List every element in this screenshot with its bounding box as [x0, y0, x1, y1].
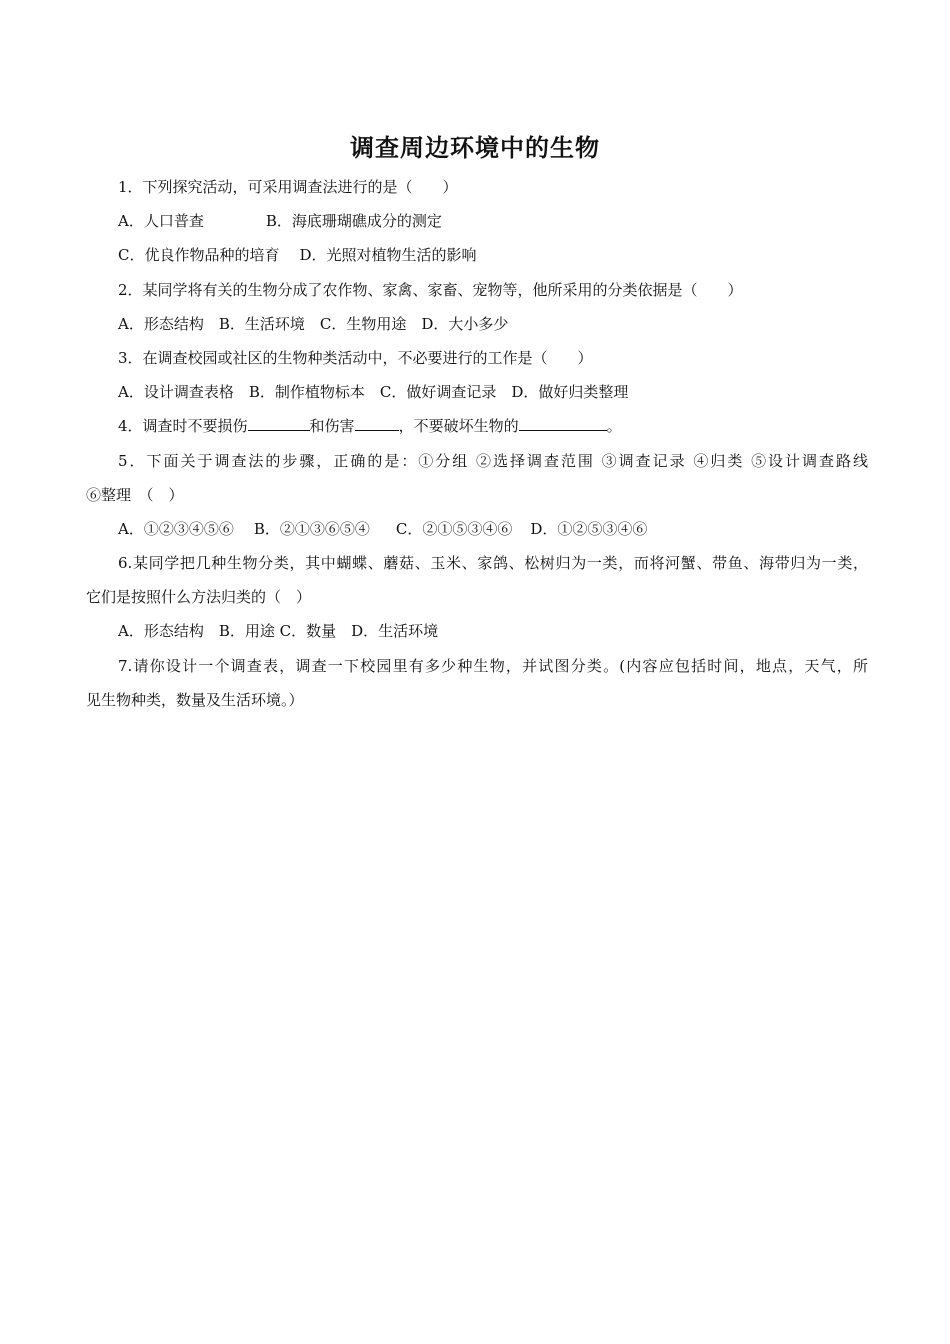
- question-1-options-row-1: [86, 204, 868, 238]
- question-4-text-1: 4．调查时不要损伤: [118, 417, 248, 436]
- question-4-fill-in: [86, 409, 868, 443]
- blank-line-2: [355, 414, 399, 431]
- question-3-options: A．设计调查表格 B．制作植物标本 C．做好调查记录 D．做好归类整理: [118, 383, 629, 402]
- question-1-options-row-2: [86, 238, 868, 272]
- blank-line-1: [248, 414, 310, 431]
- question-1-option-c: C．优良作物品种的培育: [118, 246, 280, 265]
- question-3-stem: 3．在调查校园或社区的生物种类活动中，不必要进行的工作是（ ）: [118, 348, 593, 367]
- question-1-option-b: B．海底珊瑚礁成分的测定: [265, 212, 442, 231]
- question-5-options: [86, 512, 868, 546]
- question-5-option-b: B．②①③⑥⑤④: [253, 519, 370, 538]
- blank-line-3: [519, 414, 607, 431]
- question-5-stem-line-1: 5．下面关于调查法的步骤，正确的是：①分组 ②选择调查范围 ③调查记录 ④归类 ⑤设计调查路线: [118, 451, 868, 470]
- question-2-stem: 2．某同学将有关的生物分成了农作物、家禽、家畜、宠物等，他所采用的分类依据是（ ）: [118, 280, 743, 299]
- question-5-option-c: C．②①⑤③④⑥: [395, 519, 513, 538]
- question-6-stem-line-1: 6.某同学把几种生物分类，其中蝴蝶、蘑菇、玉米、家鸽、松树归为一类，而将河蟹、带鱼、海带归为一类，: [118, 554, 868, 573]
- question-list: [86, 170, 868, 717]
- question-5-option-a: A．①②③④⑤⑥: [118, 519, 234, 538]
- question-7-stem-line-1: 7.请你设计一个调查表，调查一下校园里有多少种生物，并试图分类。(内容应包括时间，地点，天气，所: [118, 656, 868, 675]
- question-5-option-d: D．①②⑤③④⑥: [530, 519, 648, 538]
- question-6-stem-line-2: 它们是按照什么方法归类的（ ）: [86, 588, 312, 607]
- question-6-options: A．形态结构 B．用途 C．数量 D．生活环境: [118, 622, 439, 641]
- question-1-option-d: D．光照对植物生活的影响: [299, 246, 477, 265]
- question-1-stem: 1．下列探究活动，可采用调查法进行的是（ ）: [118, 178, 458, 196]
- question-4-text-4: 。: [606, 417, 622, 436]
- question-4-text-3: ，不要破坏生物的: [398, 417, 519, 436]
- question-7-stem-line-2: 见生物种类，数量及生活环境。）: [86, 690, 304, 709]
- question-2-options: A．形态结构 B．生活环境 C．生物用途 D．大小多少: [118, 314, 509, 333]
- question-4-text-2: 和伤害: [309, 417, 355, 436]
- document-title: 调查周边环境中的生物: [350, 134, 600, 162]
- question-5-stem-line-2: ⑥整理 （ ）: [86, 485, 184, 504]
- question-1-option-a: A．人口普查: [118, 212, 204, 231]
